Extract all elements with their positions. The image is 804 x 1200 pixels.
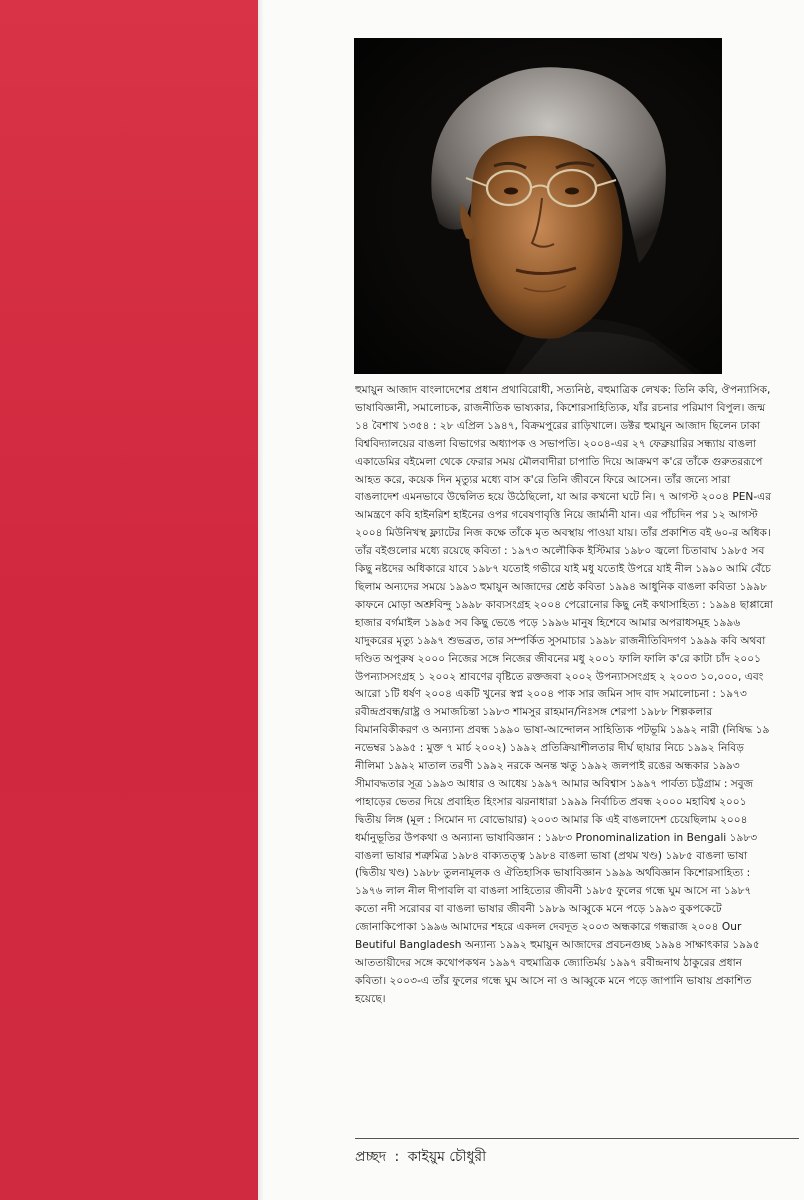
author-portrait xyxy=(354,38,722,374)
author-portrait-illustration xyxy=(354,38,722,374)
biography-text: হুমায়ুন আজাদ বাংলাদেশের প্রধান প্রথাবিরোধী, সত্যনিষ্ঠ, বহুমাত্রিক লেখক: তিনি কবি, ঔপন্যাসিক, ভাষাবিজ্ঞানী, সমালোচক, রাজনীতিক ভাষ্যকার, কিশোরসাহিত্যিক, যাঁর রচনার পরিমাণ বিপুল। জন্ম ১৪ বৈশাখ ১৩৫৪ : ২৮ এপ্রিল ১৯৪৭, বিক্রমপুরের রাড়িখালে। ডক্টর হুমায়ুন আজাদ ছিলেন ঢাকা বিশ্ববিদ্যালয়ের বাঙলা বিভাগের অধ্যাপক ও সভাপতি। ২০০৪-এর ২৭ ফেব্রুয়ারির সন্ধ্যায় বাঙলা একাডেমির বইমেলা থেকে ফেরার সময় মৌলবাদীরা চাপাতি দিয়ে আক্রমণ ক'রে তাঁকে গুরুতররূপে আহত করে, কয়েক দিন মৃত্যুর মধ্যে বাস ক'রে তিনি জীবনে ফিরে আসেন। তাঁর জন্যে সারা বাঙলাদেশ এমনভাবে উদ্বেলিত হয়ে উঠেছিলো, যা আর কখনো ঘটে নি। ৭ আগস্ট ২০০৪ PEN-এর আমন্ত্রণে কবি হাইনরিশ হাইনের ওপর গবেষণাবৃত্তি নিয়ে জার্মানী যান। এর পাঁচদিন পর ১২ আগস্ট ২০০৪ মিউনিখস্থ ফ্ল্যাটের নিজ কক্ষে তাঁকে মৃত অবস্থায় পাওয়া যায়। তাঁর প্রকাশিত বই ৬০-র অধিক। তাঁর বইগুলোর মধ্যে রয়েছে কবিতা : ১৯৭৩ অলৌকিক ইস্টিমার ১৯৮০ জ্বলো চিতাবাঘ ১৯৮৫ সব কিছু নষ্টদের অধিকারে যাবে ১৯৮৭ যতোই গভীরে যাই মধু যতোই উপরে যাই নীল ১৯৯০ আমি বেঁচে ছিলাম অন্যদের সময়ে ১৯৯৩ হুমায়ুন আজাদের শ্রেষ্ঠ কবিতা ১৯৯৪ আধুনিক বাঙলা কবিতা ১৯৯৮ কাফনে মোড়া অশ্রুবিন্দু ১৯৯৮ কাব্যসংগ্রহ ২০০৪ পেরোনোর কিছু নেই কথাসাহিত্য : ১৯৯৪ ছাপ্পান্নো হাজার বর্গমাইল ১৯৯৫ সব কিছু ভেঙে পড়ে ১৯৯৬ মানুষ হিশেবে আমার অপরাধসমূহ ১৯৯৬ যাদুকরের মৃত্যু ১৯৯৭ শুভব্রত, তার সম্পর্কিত সুসমাচার ১৯৯৮ রাজনীতিবিদগণ ১৯৯৯ কবি অথবা দণ্ডিত অপুরুষ ২০০০ নিজের সঙ্গে নিজের জীবনের মধু ২০০১ ফালি ফালি ক'রে কাটা চাঁদ ২০০১ উপন্যাসসংগ্রহ ১ ২০০২ শ্রাবণের বৃষ্টিতে রক্তজবা ২০০২ উপন্যাসসংগ্রহ ২ ২০০৩ ১০,০০০, এবং আরো ১টি ধর্ষণ ২০০৪ একটি খুনের স্বপ্ন ২০০৪ পাক সার জমিন সাদ বাদ সমালোচনা : ১৯৭৩ রবীন্দ্রপ্রবন্ধ/রাষ্ট্র ও সমাজচিন্তা ১৯৮৩ শামসুর রাহমান/নিঃসঙ্গ শেরপা ১৯৮৮ শিল্পকলার বিমানবিকীকরণ ও অন্যান্য প্রবন্ধ ১৯৯০ ভাষা-আন্দোলন সাহিত্যিক পটভূমি ১৯৯২ নারী (নিষিদ্ধ ১৯ নভেম্বর ১৯৯৫ : মুক্ত ৭ মার্চ ২০০২) ১৯৯২ প্রতিক্রিয়াশীলতার দীর্ঘ ছায়ার নিচে ১৯৯২ নিবিড় নীলিমা ১৯৯২ মাতাল তরণী ১৯৯২ নরকে অনন্ত ঋতু ১৯৯২ জলপাই রঙের অন্ধকার ১৯৯৩ সীমাবদ্ধতার সূত্র ১৯৯৩ আধার ও আধেয় ১৯৯৭ আমার অবিশ্বাস ১৯৯৭ পার্বত্য চট্টগ্রাম : সবুজ পাহাড়ের ভেতর দিয়ে প্রবাহিত হিংসার ঝরনাধারা ১৯৯৯ নির্বাচিত প্রবন্ধ ২০০০ মহাবিশ্ব ২০০১ দ্বিতীয় লিঙ্গ (মূল : সিমোন দ্য বোভোয়ার) ২০০৩ আমার কি এই বাঙলাদেশ চেয়েছিলাম ২০০৪ ধর্মানুভূতির উপকথা ও অন্যান্য ভাষাবিজ্ঞান : ১৯৮৩ Pronominalization in Bengali ১৯৮৩ বাঙলা ভাষার শত্রুমিত্র ১৯৮৪ বাক্যতত্ত্ব ১৯৮৪ বাঙলা ভাষা (প্রথম খণ্ড) ১৯৮৫ বাঙলা ভাষা (দ্বিতীয় খণ্ড) ১৯৮৮ তুলনামূলক ও ঐতিহাসিক ভাষাবিজ্ঞান ১৯৯৯ অর্থবিজ্ঞান কিশোরসাহিত্য : ১৯৭৬ লাল নীল দীপাবলি বা বাঙলা সাহিত্যের জীবনী ১৯৮৫ ফুলের গন্ধে ঘুম আসে না ১৯৮৭ কতো নদী সরোবর বা বাঙলা ভাষার জীবনী ১৯৮৯ আব্বুকে মনে পড়ে ১৯৯৩ বুকপকেটে জোনাকিপোকা ১৯৯৬ আমাদের শহরে একদল দেবদূত ২০০৩ অন্ধকারে গন্ধরাজ ২০০৪ Our Beutiful Bangladesh অন্যান্য ১৯৯২ হুমায়ুন আজাদের প্রবচনগুচ্ছ ১৯৯৪ সাক্ষাৎকার ১৯৯৫ আততায়ীদের সঙ্গে কথোপকথন ১৯৯৭ বহুমাত্রিক জ্যোতির্ময় ১৯৯৭ রবীন্দ্রনাথ ঠাকুরের প্রধান কবিতা। ২০০৩-এ তাঁর ফুলের গন্ধে ঘুম আসে না ও আব্বুকে মনে পড়ে জাপানি ভাষায় প্রকাশিত হয়েছে। xyxy=(355,384,773,1005)
divider-line xyxy=(355,1138,799,1139)
credit-name: কাইয়ুম চৌধুরী xyxy=(407,1149,487,1165)
red-spine-strip xyxy=(0,0,258,1200)
credit-label: প্রচ্ছদ xyxy=(355,1149,387,1165)
author-biography xyxy=(355,382,775,1127)
credit-separator: : xyxy=(394,1149,400,1165)
cover-credit xyxy=(355,1145,490,1169)
